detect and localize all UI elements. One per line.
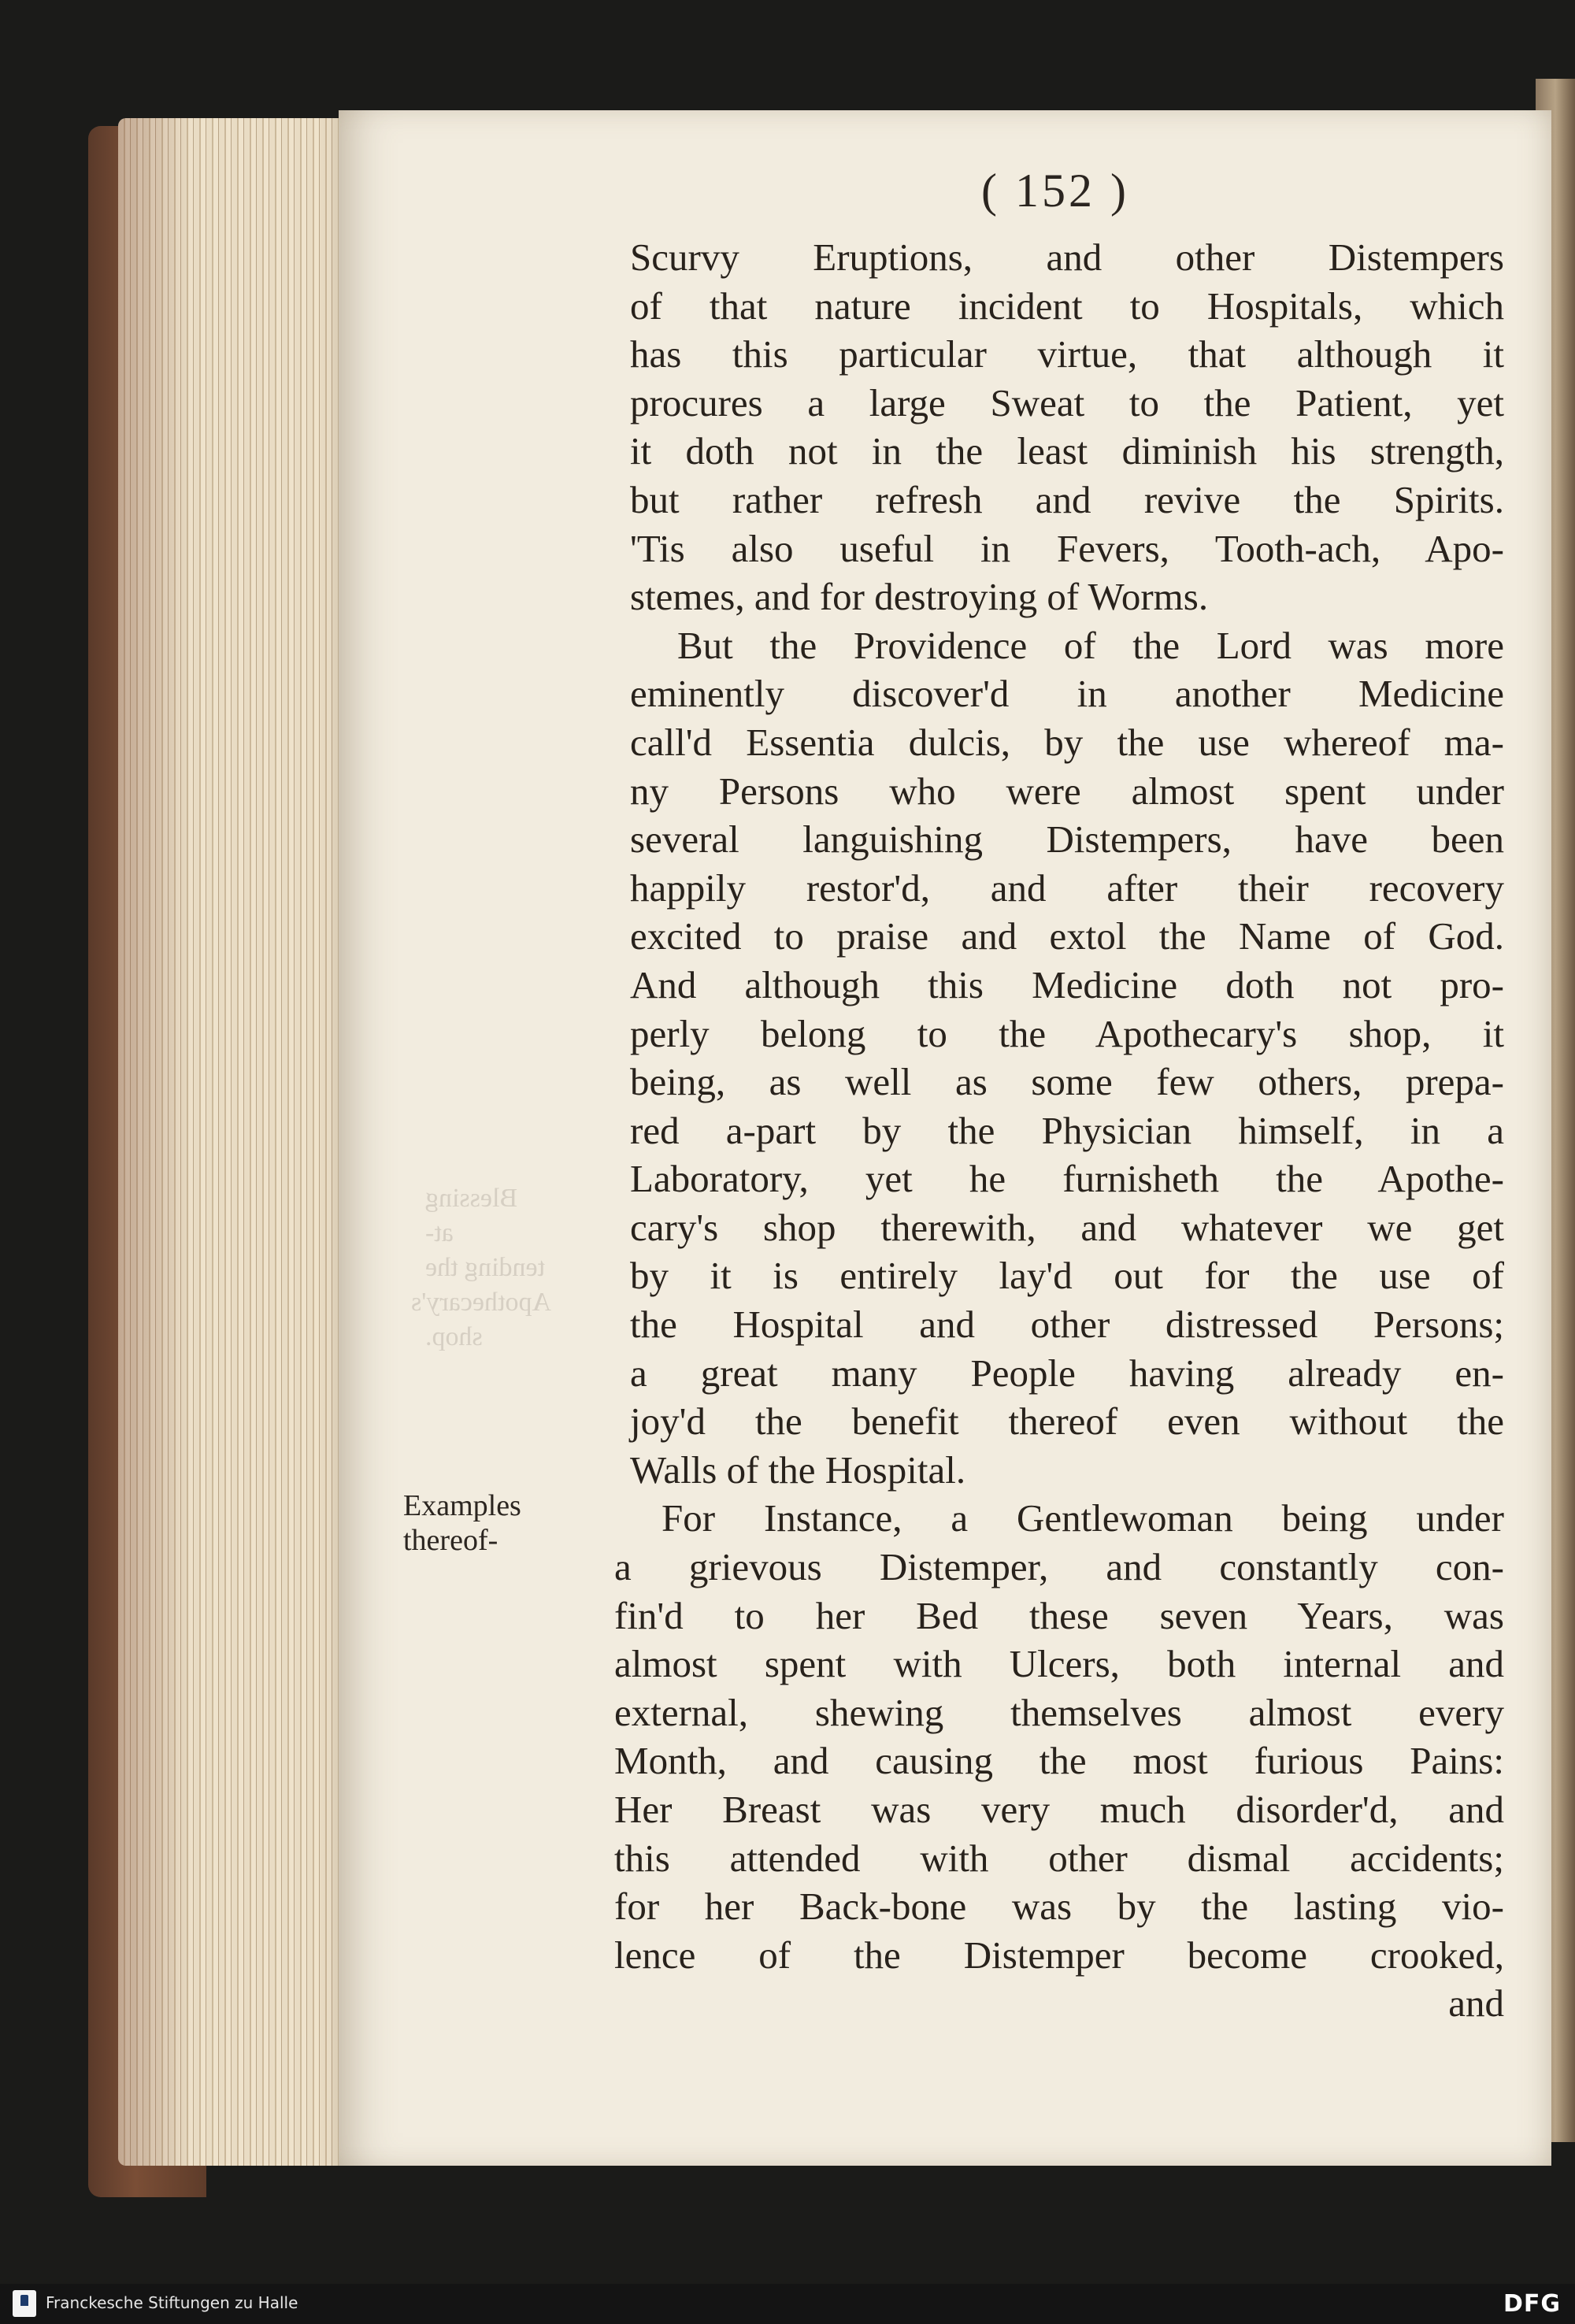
text-line: by it is entirely lay'd out for the use of [630, 1254, 1504, 1298]
text-line: 'Tis also useful in Fevers, Tooth-ach, Apo- [630, 526, 1504, 570]
text-line: Walls of the Hospital. [630, 1447, 966, 1492]
marginal-note-line: thereof- [403, 1524, 498, 1557]
text-line: for her Back-bone was by the lasting vio- [614, 1885, 1504, 1929]
text-line: perly belong to the Apothecary's shop, it [630, 1011, 1504, 1055]
body-text [614, 233, 1504, 2028]
text-line: stemes, and for destroying of Worms. [630, 575, 1209, 619]
text-line: Laboratory, yet he furnisheth the Apothe- [630, 1157, 1504, 1201]
text-line: a great many People having already en- [630, 1351, 1504, 1395]
show-through-line: Apothecary's [411, 1288, 551, 1317]
page-edges [118, 118, 370, 2166]
text-line: has this particular virtue, that although it [630, 332, 1504, 376]
text-line: a grievous Distemper, and constantly con- [614, 1545, 1504, 1589]
dfg-logo: DFG [1503, 2290, 1561, 2318]
text-line: fin'd to her Bed these seven Years, was [614, 1593, 1504, 1637]
show-through-line: tending the [425, 1253, 546, 1282]
viewer-footer [0, 2284, 1575, 2324]
text-line: it doth not in the least diminish his strength, [630, 429, 1504, 473]
catchword: and [1448, 1981, 1504, 2026]
text-line: For Instance, a Gentlewoman being under [662, 1496, 1504, 1540]
institution-name: Franckesche Stiftungen zu Halle [46, 2293, 298, 2312]
text-line: external, shewing themselves almost every [614, 1690, 1504, 1734]
page-number: ( 152 ) [981, 165, 1129, 217]
text-line: Her Breast was very much disorder'd, and [614, 1788, 1504, 1831]
text-line: excited to praise and extol the Name of God. [630, 914, 1504, 958]
show-through-marginal-note [411, 1181, 551, 1355]
text-line: call'd Essentia dulcis, by the use whereof ma- [630, 720, 1504, 764]
text-line: the Hospital and other distressed Persons; [630, 1303, 1504, 1347]
franckesche-logo-icon [13, 2290, 36, 2317]
text-line: this attended with other dismal accidents; [614, 1836, 1504, 1880]
text-line: being, as well as some few others, prepa- [630, 1060, 1504, 1104]
text-line: joy'd the benefit thereof even without the [630, 1399, 1504, 1444]
text-line: But the Providence of the Lord was more [677, 623, 1504, 667]
text-line: ny Persons who were almost spent under [630, 769, 1504, 813]
show-through-line: shop. [425, 1322, 483, 1351]
text-line: eminently discover'd in another Medicine [630, 672, 1504, 716]
text-line: red a-part by the Physician himself, in a [630, 1108, 1504, 1152]
show-through-line: Blessing at- [425, 1184, 518, 1247]
text-line: almost spent with Ulcers, both internal and [614, 1642, 1504, 1686]
text-line: of that nature incident to Hospitals, which [630, 284, 1504, 328]
text-line: And although this Medicine doth not pro- [630, 962, 1504, 1006]
marginal-note [403, 1488, 529, 1558]
text-line: but rather refresh and revive the Spirits. [630, 477, 1504, 521]
text-line: cary's shop therewith, and whatever we get [630, 1205, 1504, 1249]
text-line: Scurvy Eruptions, and other Distempers [630, 235, 1504, 279]
text-line: lence of the Distemper become crooked, [614, 1933, 1504, 1977]
marginal-note-line: Examples [403, 1489, 521, 1522]
text-line: Month, and causing the most furious Pains: [614, 1739, 1504, 1783]
text-line: procures a large Sweat to the Patient, yet [630, 380, 1504, 424]
text-line: happily restor'd, and after their recovery [630, 865, 1504, 910]
text-line: several languishing Distempers, have been [630, 817, 1504, 862]
